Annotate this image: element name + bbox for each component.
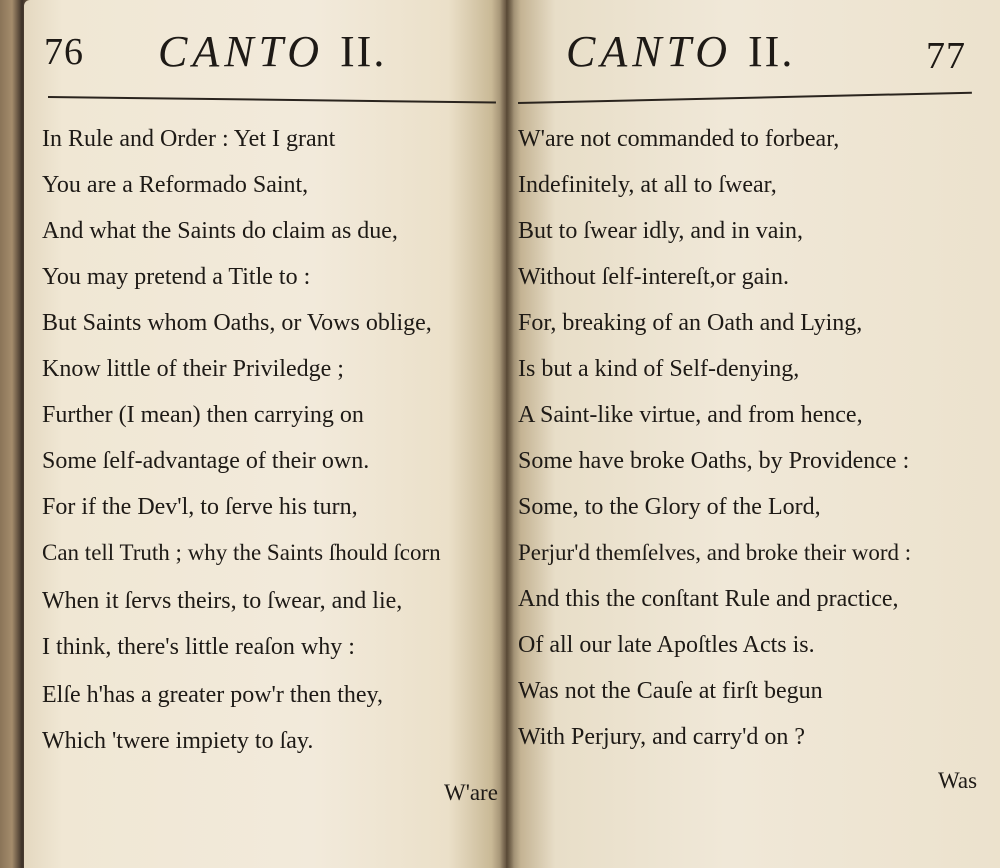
left-page [24, 0, 506, 868]
verse-line: Perjur'd themſelves, and broke their word : [518, 540, 912, 565]
left-catchword: W'are [444, 780, 498, 805]
verse-line: When it ſervs theirs, to ſwear, and lie, [42, 588, 403, 614]
right-page-number: 77 [926, 35, 966, 77]
verse-line: Can tell Truth ; why the Saints ſhould ſcorn [42, 540, 441, 565]
right-running-head [566, 26, 794, 77]
verse-line: In Rule and Order : Yet I grant [42, 126, 336, 152]
verse-line: Which 'twere impiety to ſay. [42, 728, 314, 754]
verse-line: W'are not commanded to forbear, [518, 126, 840, 152]
right-page [506, 0, 1000, 868]
verse-line: Of all our late Apoſtles Acts is. [518, 632, 815, 658]
left-running-head-title: CANTO [158, 27, 325, 76]
book-gutter [500, 0, 514, 868]
verse-line: Some have broke Oaths, by Providence : [518, 448, 910, 474]
verse-line: Elſe h'has a greater pow'r then they, [42, 682, 383, 708]
verse-line: Was not the Cauſe at firſt begun [518, 678, 823, 704]
left-running-head [158, 26, 386, 77]
verse-line: Some, to the Glory of the Lord, [518, 494, 821, 520]
verse-line: Some ſelf-advantage of their own. [42, 448, 370, 474]
verse-line: For if the Dev'l, to ſerve his turn, [42, 494, 358, 520]
right-head-rule [518, 92, 972, 104]
verse-line: With Perjury, and carry'd on ? [518, 724, 806, 750]
verse-line: Further (I mean) then carrying on [42, 402, 364, 428]
right-running-head-title: CANTO [566, 27, 733, 76]
verse-line: You may pretend a Title to : [42, 264, 311, 290]
verse-line: Without ſelf-intereſt,or gain. [518, 264, 789, 290]
right-running-head-numeral: II. [748, 27, 795, 76]
left-page-number: 76 [44, 31, 84, 73]
verse-line: Indefinitely, at all to ſwear, [518, 172, 777, 198]
verse-line: And this the conſtant Rule and practice, [518, 586, 899, 612]
left-running-head-numeral: II. [340, 27, 387, 76]
verse-line: And what the Saints do claim as due, [42, 218, 398, 244]
verse-line: But Saints whom Oaths, or Vows oblige, [42, 310, 432, 336]
verse-line: A Saint-like virtue, and from hence, [518, 402, 863, 428]
verse-line: I think, there's little reaſon why : [42, 634, 355, 660]
right-catchword: Was [938, 768, 978, 793]
verse-line: Know little of their Priviledge ; [42, 356, 344, 382]
verse-line: You are a Reformado Saint, [42, 172, 309, 198]
verse-line: For, breaking of an Oath and Lying, [518, 310, 863, 336]
verse-line: Is but a kind of Self-denying, [518, 356, 800, 382]
verse-line: But to ſwear idly, and in vain, [518, 218, 804, 244]
left-head-rule [48, 96, 496, 103]
